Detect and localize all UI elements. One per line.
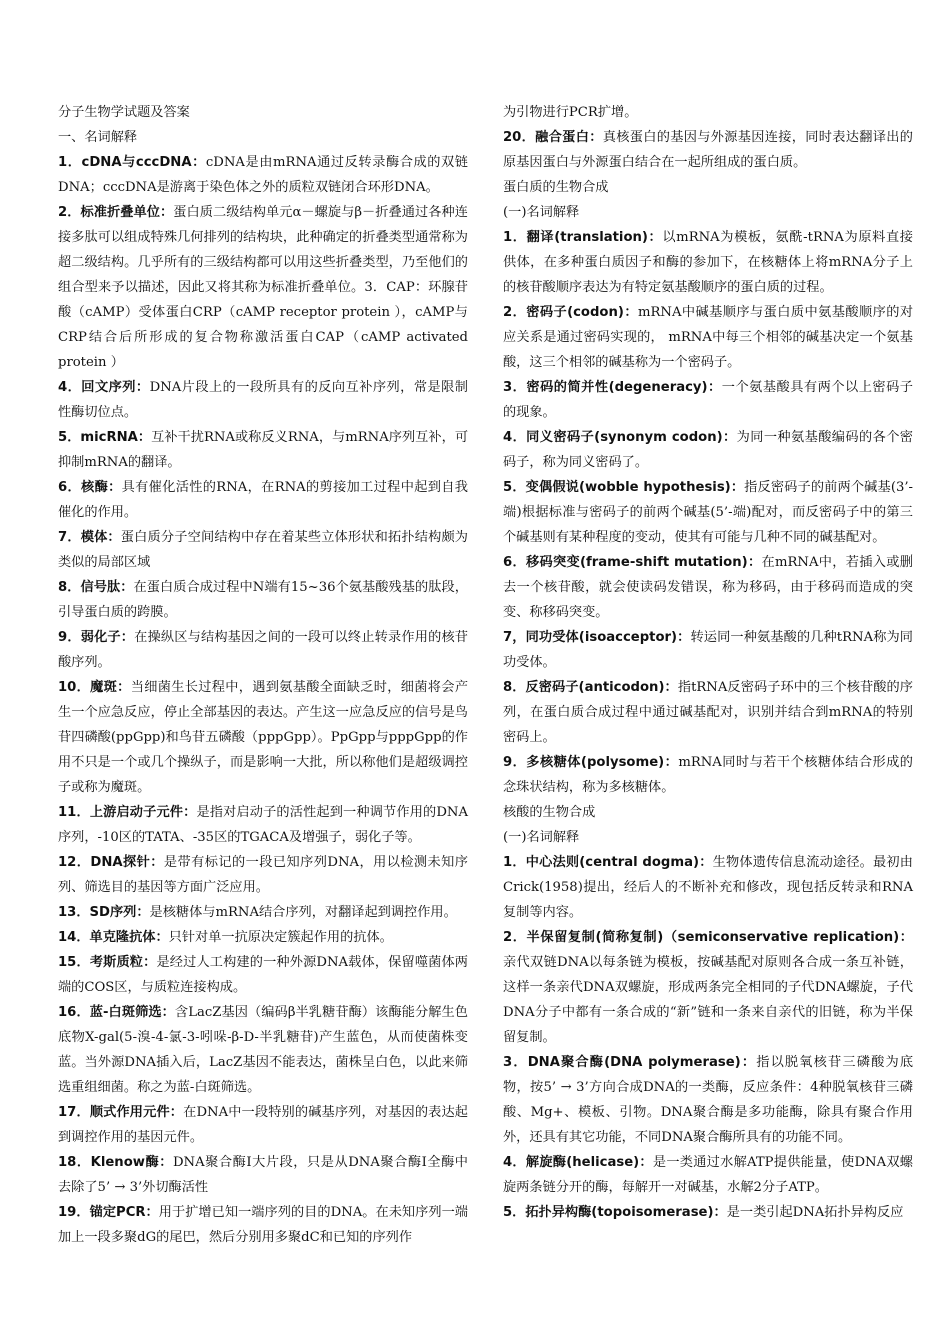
definition-text: 亲代双链DNA以每条链为模板，按碱基配对原则各合成一条互补链，这样一条亲代DNA双螺旋，形成两条完全相同的子代DNA螺旋，子代DNA分子中都有一条合成的“新”链和一条来自亲代的旧链，称为半保留复制。 <box>503 955 913 1045</box>
definition-text: 蛋白质的生物合成 <box>503 180 609 195</box>
definition-term: 8．信号肽： <box>58 580 134 595</box>
definition-text: 是带有标记的一段已知序列DNA，用以检测未知序列、筛选目的基因等方面广泛应用。 <box>58 855 468 895</box>
paragraph <box>58 475 468 525</box>
definition-term: 15．考斯质粒： <box>58 955 157 970</box>
definition-term: 3．密码的简并性(degeneracy)： <box>503 380 722 395</box>
paragraph <box>58 950 468 1000</box>
definition-term: 7，同功受体(isoacceptor)： <box>503 630 691 645</box>
paragraph <box>58 150 468 200</box>
definition-term: 19．锚定PCR： <box>58 1205 159 1220</box>
definition-term: 14．单克隆抗体： <box>58 930 169 945</box>
definition-text: 指tRNA反密码子环中的三个核苷酸的序列，在蛋白质合成过程中通过碱基配对，识别并结合到mRNA的特别密码上。 <box>503 680 913 745</box>
definition-text: 在操纵区与结构基因之间的一段可以终止转录作用的核苷酸序列。 <box>58 630 468 670</box>
paragraph <box>503 125 913 175</box>
paragraph <box>58 800 468 850</box>
definition-text: 真核蛋白的基因与外源基因连接，同时表达翻译出的原基因蛋白与外源蛋白结合在一起所组成的蛋白质。 <box>503 130 913 170</box>
paragraph <box>503 750 913 800</box>
definition-text: 在DNA中一段特别的碱基序列，对基因的表达起到调控作用的基因元件。 <box>58 1105 468 1145</box>
definition-term: 1．cDNA与cccDNA： <box>58 155 206 170</box>
paragraph <box>503 175 913 200</box>
left-column <box>58 100 468 1250</box>
paragraph <box>503 850 913 925</box>
definition-term: 7．模体： <box>58 530 121 545</box>
paragraph <box>503 225 913 300</box>
definition-term: 6．移码突变(frame-shift mutation)： <box>503 555 762 570</box>
definition-term: 13．SD序列： <box>58 905 150 920</box>
definition-text: 分子生物学试题及答案 <box>58 105 190 120</box>
paragraph <box>58 425 468 475</box>
definition-text: 含LacZ基因（编码β半乳糖苷酶）该酶能分解生色底物X-gal(5-溴-4-氯-3-吲哚-β-D-半乳糖苷)产生蓝色，从而使菌株变蓝。当外源DNA插入后，LacZ基因不能表达，菌株呈白色，以此来筛选重组细菌。称之为蓝-白斑筛选。 <box>58 1005 468 1095</box>
definition-text: 核酸的生物合成 <box>503 805 596 820</box>
definition-term: 4．回文序列： <box>58 380 150 395</box>
definition-term: 4．同义密码子(synonym codon)： <box>503 430 737 445</box>
paragraph <box>503 925 913 1050</box>
definition-text: 是指对启动子的活性起到一种调节作用的DNA序列，-10区的TATA、-35区的TGACA及增强子，弱化子等。 <box>58 805 468 845</box>
paragraph <box>503 825 913 850</box>
paragraph <box>58 100 468 125</box>
definition-term: 8．反密码子(anticodon)： <box>503 680 678 695</box>
definition-term: 20．融合蛋白： <box>503 130 603 145</box>
definition-text: 是一类引起DNA拓扑异构反应 <box>726 1205 904 1220</box>
definition-term: 17．顺式作用元件： <box>58 1105 184 1120</box>
definition-term: 1．翻译(translation)： <box>503 230 663 245</box>
paragraph <box>58 1100 468 1150</box>
definition-text: DNA片段上的一段所具有的反向互补序列，常是限制性酶切位点。 <box>58 380 468 420</box>
definition-term: 18．Klenow酶： <box>58 1155 173 1170</box>
paragraph <box>58 850 468 900</box>
paragraph <box>58 625 468 675</box>
definition-term: 9．多核糖体(polysome)： <box>503 755 679 770</box>
paragraph <box>58 675 468 800</box>
definition-text: 为同一种氨基酸编码的各个密码子，称为同义密码了。 <box>503 430 913 470</box>
definition-text: 蛋白质二级结构单元α－螺旋与β－折叠通过各种连接多肽可以组成特殊几何排列的结构块，此种确定的折叠类型通常称为超二级结构。几乎所有的三级结构都可以用这些折叠类型，乃至他们的组合型来予以描述，因此又将其称为标准折叠单位。3．CAP：环腺苷酸（cAMP）受体蛋白CRP（cAMP receptor protein ），cAMP与CRP结合后所形成的复合物称激活蛋白CAP（cAMP activated protein ） <box>58 205 468 370</box>
definition-text: 生物体遗传信息流动途径。最初由Crick(1958)提出，经后人的不断补充和修改，现包括反转录和RNA复制等内容。 <box>503 855 913 920</box>
paragraph <box>503 1150 913 1200</box>
definition-term: 5．变偶假说(wobble hypothesis)： <box>503 480 745 495</box>
definition-text: 互补干扰RNA或称反义RNA，与mRNA序列互补，可抑制mRNA的翻译。 <box>58 430 469 470</box>
definition-text: 具有催化活性的RNA，在RNA的剪接加工过程中起到自我催化的作用。 <box>58 480 468 520</box>
definition-text: mRNA同时与若干个核糖体结合形成的念珠状结构，称为多核糖体。 <box>503 755 913 795</box>
paragraph <box>503 300 913 375</box>
definition-term: 5．拓扑异构酶(topoisomerase)： <box>503 1205 727 1220</box>
paragraph <box>503 550 913 625</box>
definition-text: 在蛋白质合成过程中N端有15~36个氨基酸残基的肽段，引导蛋白质的跨膜。 <box>58 580 468 620</box>
paragraph <box>58 125 468 150</box>
paragraph <box>503 800 913 825</box>
definition-term: 3．DNA聚合酶(DNA polymerase)： <box>503 1055 757 1070</box>
paragraph <box>503 625 913 675</box>
definition-term: 9．弱化子： <box>58 630 135 645</box>
definition-text: DNA聚合酶I大片段，只是从DNA聚合酶I全酶中去除了5’ → 3’外切酶活性 <box>58 1155 468 1195</box>
definition-text: 是核糖体与mRNA结合序列，对翻译起到调控作用。 <box>149 905 457 920</box>
definition-text: 当细菌生长过程中，遇到氨基酸全面缺乏时，细菌将会产生一个应急反应，停止全部基因的表达。产生这一应急反应的信号是鸟苷四磷酸(ppGpp)和鸟苷五磷酸（pppGpp）。PpGpp与pppGpp的作用不只是一个或几个操纵子，而是影响一大批，所以称他们是超级调控子或称为魔斑。 <box>58 680 469 795</box>
definition-text: 用于扩增已知一端序列的目的DNA。在未知序列一端加上一段多聚dG的尾巴，然后分别用多聚dC和已知的序列作 <box>58 1205 468 1245</box>
definition-term: 2．半保留复制(简称复制)（semiconservative replication)： <box>503 930 913 945</box>
paragraph <box>58 925 468 950</box>
definition-text: cDNA是由mRNA通过反转录酶合成的双链DNA；cccDNA是游离于染色体之外的质粒双链闭合环形DNA。 <box>58 155 468 195</box>
definition-text: (一)名词解释 <box>503 830 580 845</box>
definition-text: 指反密码子的前两个碱基(3’-端)根据标准与密码子的前两个碱基(5’-端)配对，而反密码子中的第三个碱基则有某种程度的变动，使其有可能与几种不同的碱基配对。 <box>503 480 913 545</box>
definition-text: 蛋白质分子空间结构中存在着某些立体形状和拓扑结构颇为类似的局部区域 <box>58 530 468 570</box>
paragraph <box>58 575 468 625</box>
definition-term: 2．标准折叠单位： <box>58 205 174 220</box>
definition-text: 是经过人工构建的一种外源DNA载体，保留噬菌体两端的COS区，与质粒连接构成。 <box>58 955 468 995</box>
paragraph <box>58 1000 468 1100</box>
definition-text: 只针对单一抗原决定簇起作用的抗体。 <box>168 930 393 945</box>
paragraph <box>58 200 468 375</box>
definition-term: 2．密码子(codon)： <box>503 305 638 320</box>
definition-text: 转运同一种氨基酸的几种tRNA称为同功受体。 <box>503 630 913 670</box>
definition-text: 在mRNA中，若插入或删去一个核苷酸，就会使读码发错误，称为移码，由于移码而造成的突变、称移码突变。 <box>503 555 913 620</box>
paragraph <box>503 200 913 225</box>
right-column <box>503 100 913 1225</box>
paragraph <box>503 1200 913 1225</box>
paragraph <box>503 475 913 550</box>
paragraph <box>58 525 468 575</box>
paragraph <box>503 100 913 125</box>
paragraph <box>503 375 913 425</box>
paragraph <box>503 425 913 475</box>
definition-text: 是一类通过水解ATP提供能量，使DNA双螺旋两条链分开的酶，每解开一对碱基，水解2分子ATP。 <box>503 1155 913 1195</box>
definition-term: 4．解旋酶(helicase)： <box>503 1155 653 1170</box>
definition-term: 11．上游启动子元件： <box>58 805 197 820</box>
definition-term: 5．micRNA： <box>58 430 152 445</box>
definition-text: (一)名词解释 <box>503 205 580 220</box>
definition-text: 指以脱氧核苷三磷酸为底物，按5’ → 3’方向合成DNA的一类酶，反应条件：4种脱氧核苷三磷酸、Mg+、模板、引物。DNA聚合酶是多功能酶，除具有聚合作用外，还具有其它功能，不同DNA聚合酶所具有的功能不同。 <box>503 1055 913 1145</box>
paragraph <box>58 1200 468 1250</box>
definition-text: 一、名词解释 <box>58 130 138 145</box>
definition-term: 12．DNA探针： <box>58 855 164 870</box>
definition-text: 以mRNA为模板，氨酰-tRNA为原料直接供体，在多种蛋白质因子和酶的参加下，在核糖体上将mRNA分子上的核苷酸顺序表达为有特定氨基酸顺序的蛋白质的过程。 <box>503 230 913 295</box>
definition-term: 6．核酶： <box>58 480 122 495</box>
definition-term: 10．魔斑： <box>58 680 131 695</box>
paragraph <box>503 675 913 750</box>
definition-text: 一个氨基酸具有两个以上密码子的现象。 <box>503 380 913 420</box>
paragraph <box>58 375 468 425</box>
definition-term: 16．蓝-白斑筛选： <box>58 1005 175 1020</box>
definition-text: 为引物进行PCR扩增。 <box>503 105 638 120</box>
definition-text: mRNA中碱基顺序与蛋白质中氨基酸顺序的对应关系是通过密码实现的， mRNA中每三个相邻的碱基决定一个氨基酸，这三个相邻的碱基称为一个密码子。 <box>503 305 914 370</box>
paragraph <box>58 1150 468 1200</box>
paragraph <box>503 1050 913 1150</box>
definition-term: 1．中心法则(central dogma)： <box>503 855 713 870</box>
paragraph <box>58 900 468 925</box>
